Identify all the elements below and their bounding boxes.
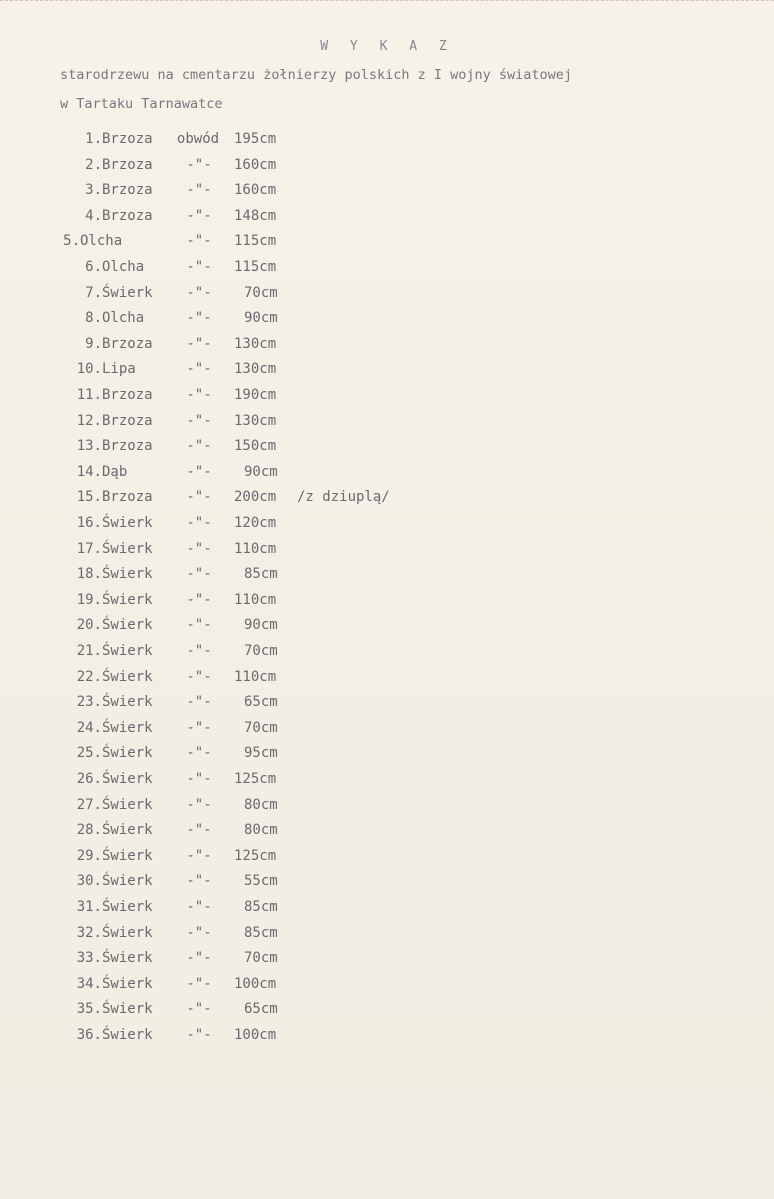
- item-ditto-mark: -"-: [186, 694, 212, 711]
- item-number: 12.: [76, 412, 102, 429]
- item-species: Świerk: [102, 284, 153, 301]
- item-ditto-mark: -"-: [186, 745, 212, 762]
- item-number: 2.: [85, 156, 102, 173]
- item-ditto-mark: -"-: [186, 1001, 212, 1018]
- item-circumference: 70cm: [244, 643, 278, 659]
- item-species: Świerk: [102, 566, 153, 583]
- item-circumference: 95cm: [244, 745, 278, 762]
- item-species: Świerk: [102, 975, 153, 992]
- item-species: Brzoza: [102, 387, 153, 403]
- item-ditto-mark: -"-: [186, 259, 212, 275]
- item-number: 27.: [76, 796, 102, 813]
- item-ditto-mark: -"-: [186, 617, 212, 634]
- item-species: Olcha: [102, 259, 145, 275]
- item-circumference: 120cm: [234, 515, 277, 531]
- item-circumference: 85cm: [244, 566, 278, 583]
- item-species: Brzoza: [102, 489, 153, 506]
- item-species: Świerk: [102, 1001, 153, 1018]
- item-species: Brzoza: [102, 412, 153, 429]
- item-species: Świerk: [102, 515, 153, 531]
- item-species: Olcha: [80, 233, 123, 250]
- item-circumference: 130cm: [234, 335, 277, 352]
- item-number: 6.: [85, 259, 102, 275]
- item-ditto-mark: -"-: [186, 463, 212, 480]
- item-ditto-mark: -"-: [186, 643, 212, 659]
- item-ditto-mark: -"-: [186, 412, 212, 429]
- item-circumference: 195cm: [234, 131, 277, 147]
- item-species: Świerk: [102, 950, 153, 967]
- item-species: Świerk: [102, 822, 153, 839]
- item-number: 33.: [76, 950, 102, 967]
- item-number: 19.: [76, 591, 102, 608]
- item-number: 5.: [63, 233, 80, 250]
- item-ditto-mark: -"-: [186, 515, 212, 531]
- item-circumference: 90cm: [244, 617, 278, 634]
- item-circumference: 100cm: [234, 1027, 277, 1043]
- item-ditto-mark: -"-: [186, 924, 212, 941]
- item-circumference: 70cm: [244, 719, 278, 736]
- item-circumference: 200cm: [234, 489, 277, 506]
- item-circumference: 115cm: [234, 259, 277, 275]
- item-ditto-mark: -"-: [186, 591, 212, 608]
- item-ditto-mark: -"-: [186, 899, 212, 915]
- item-number: 4.: [85, 207, 102, 224]
- item-ditto-mark: -"-: [186, 284, 212, 301]
- item-ditto-mark: -"-: [186, 489, 212, 506]
- item-ditto-mark: -"-: [186, 796, 212, 813]
- document-subtitle-line2: w Tartaku Tarnawatce: [60, 96, 223, 112]
- item-circumference: 65cm: [244, 694, 278, 711]
- item-species: Świerk: [102, 873, 153, 890]
- item-number: 22.: [76, 668, 102, 685]
- item-ditto-mark: -"-: [186, 438, 212, 455]
- item-species: Brzoza: [102, 131, 153, 147]
- item-circumference: 85cm: [244, 924, 278, 941]
- item-ditto-mark: -"-: [186, 873, 212, 890]
- item-number: 32.: [76, 924, 102, 941]
- item-circumference: 90cm: [244, 310, 278, 327]
- item-number: 15.: [76, 489, 102, 506]
- item-ditto-mark: -"-: [186, 822, 212, 839]
- item-species: Lipa: [102, 361, 136, 378]
- item-number: 14.: [76, 463, 102, 480]
- item-ditto-mark: -"-: [186, 387, 212, 403]
- item-species: Świerk: [102, 540, 153, 557]
- item-number: 10.: [76, 361, 102, 378]
- item-species: Świerk: [102, 617, 153, 634]
- item-number: 18.: [76, 566, 102, 583]
- item-species: Brzoza: [102, 182, 153, 199]
- item-number: 30.: [76, 873, 102, 890]
- item-ditto-mark: -"-: [186, 1027, 212, 1043]
- item-number: 31.: [76, 899, 102, 915]
- item-circumference: 125cm: [234, 771, 277, 787]
- item-ditto-mark: -"-: [186, 719, 212, 736]
- item-number: 17.: [76, 540, 102, 557]
- item-circumference: 150cm: [234, 438, 277, 455]
- item-number: 21.: [76, 643, 102, 659]
- item-ditto-mark: -"-: [186, 182, 212, 199]
- item-number: 23.: [76, 694, 102, 711]
- item-circumference: 160cm: [234, 156, 277, 173]
- item-species: Świerk: [102, 796, 153, 813]
- item-measure-label: obwód: [176, 131, 220, 147]
- item-circumference: 125cm: [234, 847, 277, 864]
- item-number: 29.: [76, 847, 102, 864]
- document-subtitle-line1: starodrzewu na cmentarzu żołnierzy polskich z I wojny światowej: [60, 67, 573, 83]
- item-ditto-mark: -"-: [186, 233, 212, 250]
- item-circumference: 190cm: [234, 387, 277, 403]
- item-ditto-mark: -"-: [186, 540, 212, 557]
- item-number: 3.: [85, 182, 102, 199]
- item-circumference: 70cm: [244, 950, 278, 967]
- item-species: Brzoza: [102, 207, 153, 224]
- item-circumference: 65cm: [244, 1001, 278, 1018]
- item-number: 28.: [76, 822, 102, 839]
- item-number: 7.: [85, 284, 102, 301]
- item-species: Świerk: [102, 745, 153, 762]
- document-heading: W Y K A Z: [320, 39, 454, 54]
- item-note: /z dziuplą/: [297, 489, 390, 506]
- item-number: 1.: [85, 131, 102, 147]
- item-species: Świerk: [102, 694, 153, 711]
- item-species: Świerk: [102, 924, 153, 941]
- item-circumference: 80cm: [244, 796, 278, 813]
- item-ditto-mark: -"-: [186, 668, 212, 685]
- item-circumference: 110cm: [234, 540, 277, 557]
- item-ditto-mark: -"-: [186, 156, 212, 173]
- item-circumference: 90cm: [244, 463, 278, 480]
- item-circumference: 160cm: [234, 182, 277, 199]
- item-species: Świerk: [102, 899, 153, 915]
- item-circumference: 70cm: [244, 284, 278, 301]
- item-circumference: 130cm: [234, 361, 277, 378]
- item-ditto-mark: -"-: [186, 207, 212, 224]
- item-circumference: 85cm: [244, 899, 278, 915]
- item-circumference: 115cm: [234, 233, 277, 250]
- item-circumference: 55cm: [244, 873, 278, 890]
- item-number: 36.: [76, 1027, 102, 1043]
- item-species: Dąb: [102, 463, 128, 480]
- item-number: 35.: [76, 1001, 102, 1018]
- item-circumference: 80cm: [244, 822, 278, 839]
- item-circumference: 148cm: [234, 207, 277, 224]
- item-ditto-mark: -"-: [186, 566, 212, 583]
- item-number: 8.: [85, 310, 102, 327]
- item-ditto-mark: -"-: [186, 950, 212, 967]
- item-species: Brzoza: [102, 438, 153, 455]
- item-species: Świerk: [102, 847, 153, 864]
- item-species: Świerk: [102, 591, 153, 608]
- item-species: Brzoza: [102, 335, 153, 352]
- item-number: 16.: [76, 515, 102, 531]
- item-circumference: 130cm: [234, 412, 277, 429]
- item-number: 25.: [76, 745, 102, 762]
- item-ditto-mark: -"-: [186, 771, 212, 787]
- item-number: 26.: [76, 771, 102, 787]
- item-species: Świerk: [102, 668, 153, 685]
- item-circumference: 100cm: [234, 975, 277, 992]
- item-number: 20.: [76, 617, 102, 634]
- item-species: Świerk: [102, 643, 153, 659]
- item-number: 34.: [76, 975, 102, 992]
- item-species: Świerk: [102, 719, 153, 736]
- item-species: Brzoza: [102, 156, 153, 173]
- item-number: 11.: [76, 387, 102, 403]
- item-ditto-mark: -"-: [186, 847, 212, 864]
- item-circumference: 110cm: [234, 668, 277, 685]
- item-species: Świerk: [102, 1027, 153, 1043]
- item-number: 24.: [76, 719, 102, 736]
- item-ditto-mark: -"-: [186, 975, 212, 992]
- item-number: 9.: [85, 335, 102, 352]
- item-species: Świerk: [102, 771, 153, 787]
- item-species: Olcha: [102, 310, 145, 327]
- item-number: 13.: [76, 438, 102, 455]
- item-ditto-mark: -"-: [186, 361, 212, 378]
- item-ditto-mark: -"-: [186, 310, 212, 327]
- item-circumference: 110cm: [234, 591, 277, 608]
- item-ditto-mark: -"-: [186, 335, 212, 352]
